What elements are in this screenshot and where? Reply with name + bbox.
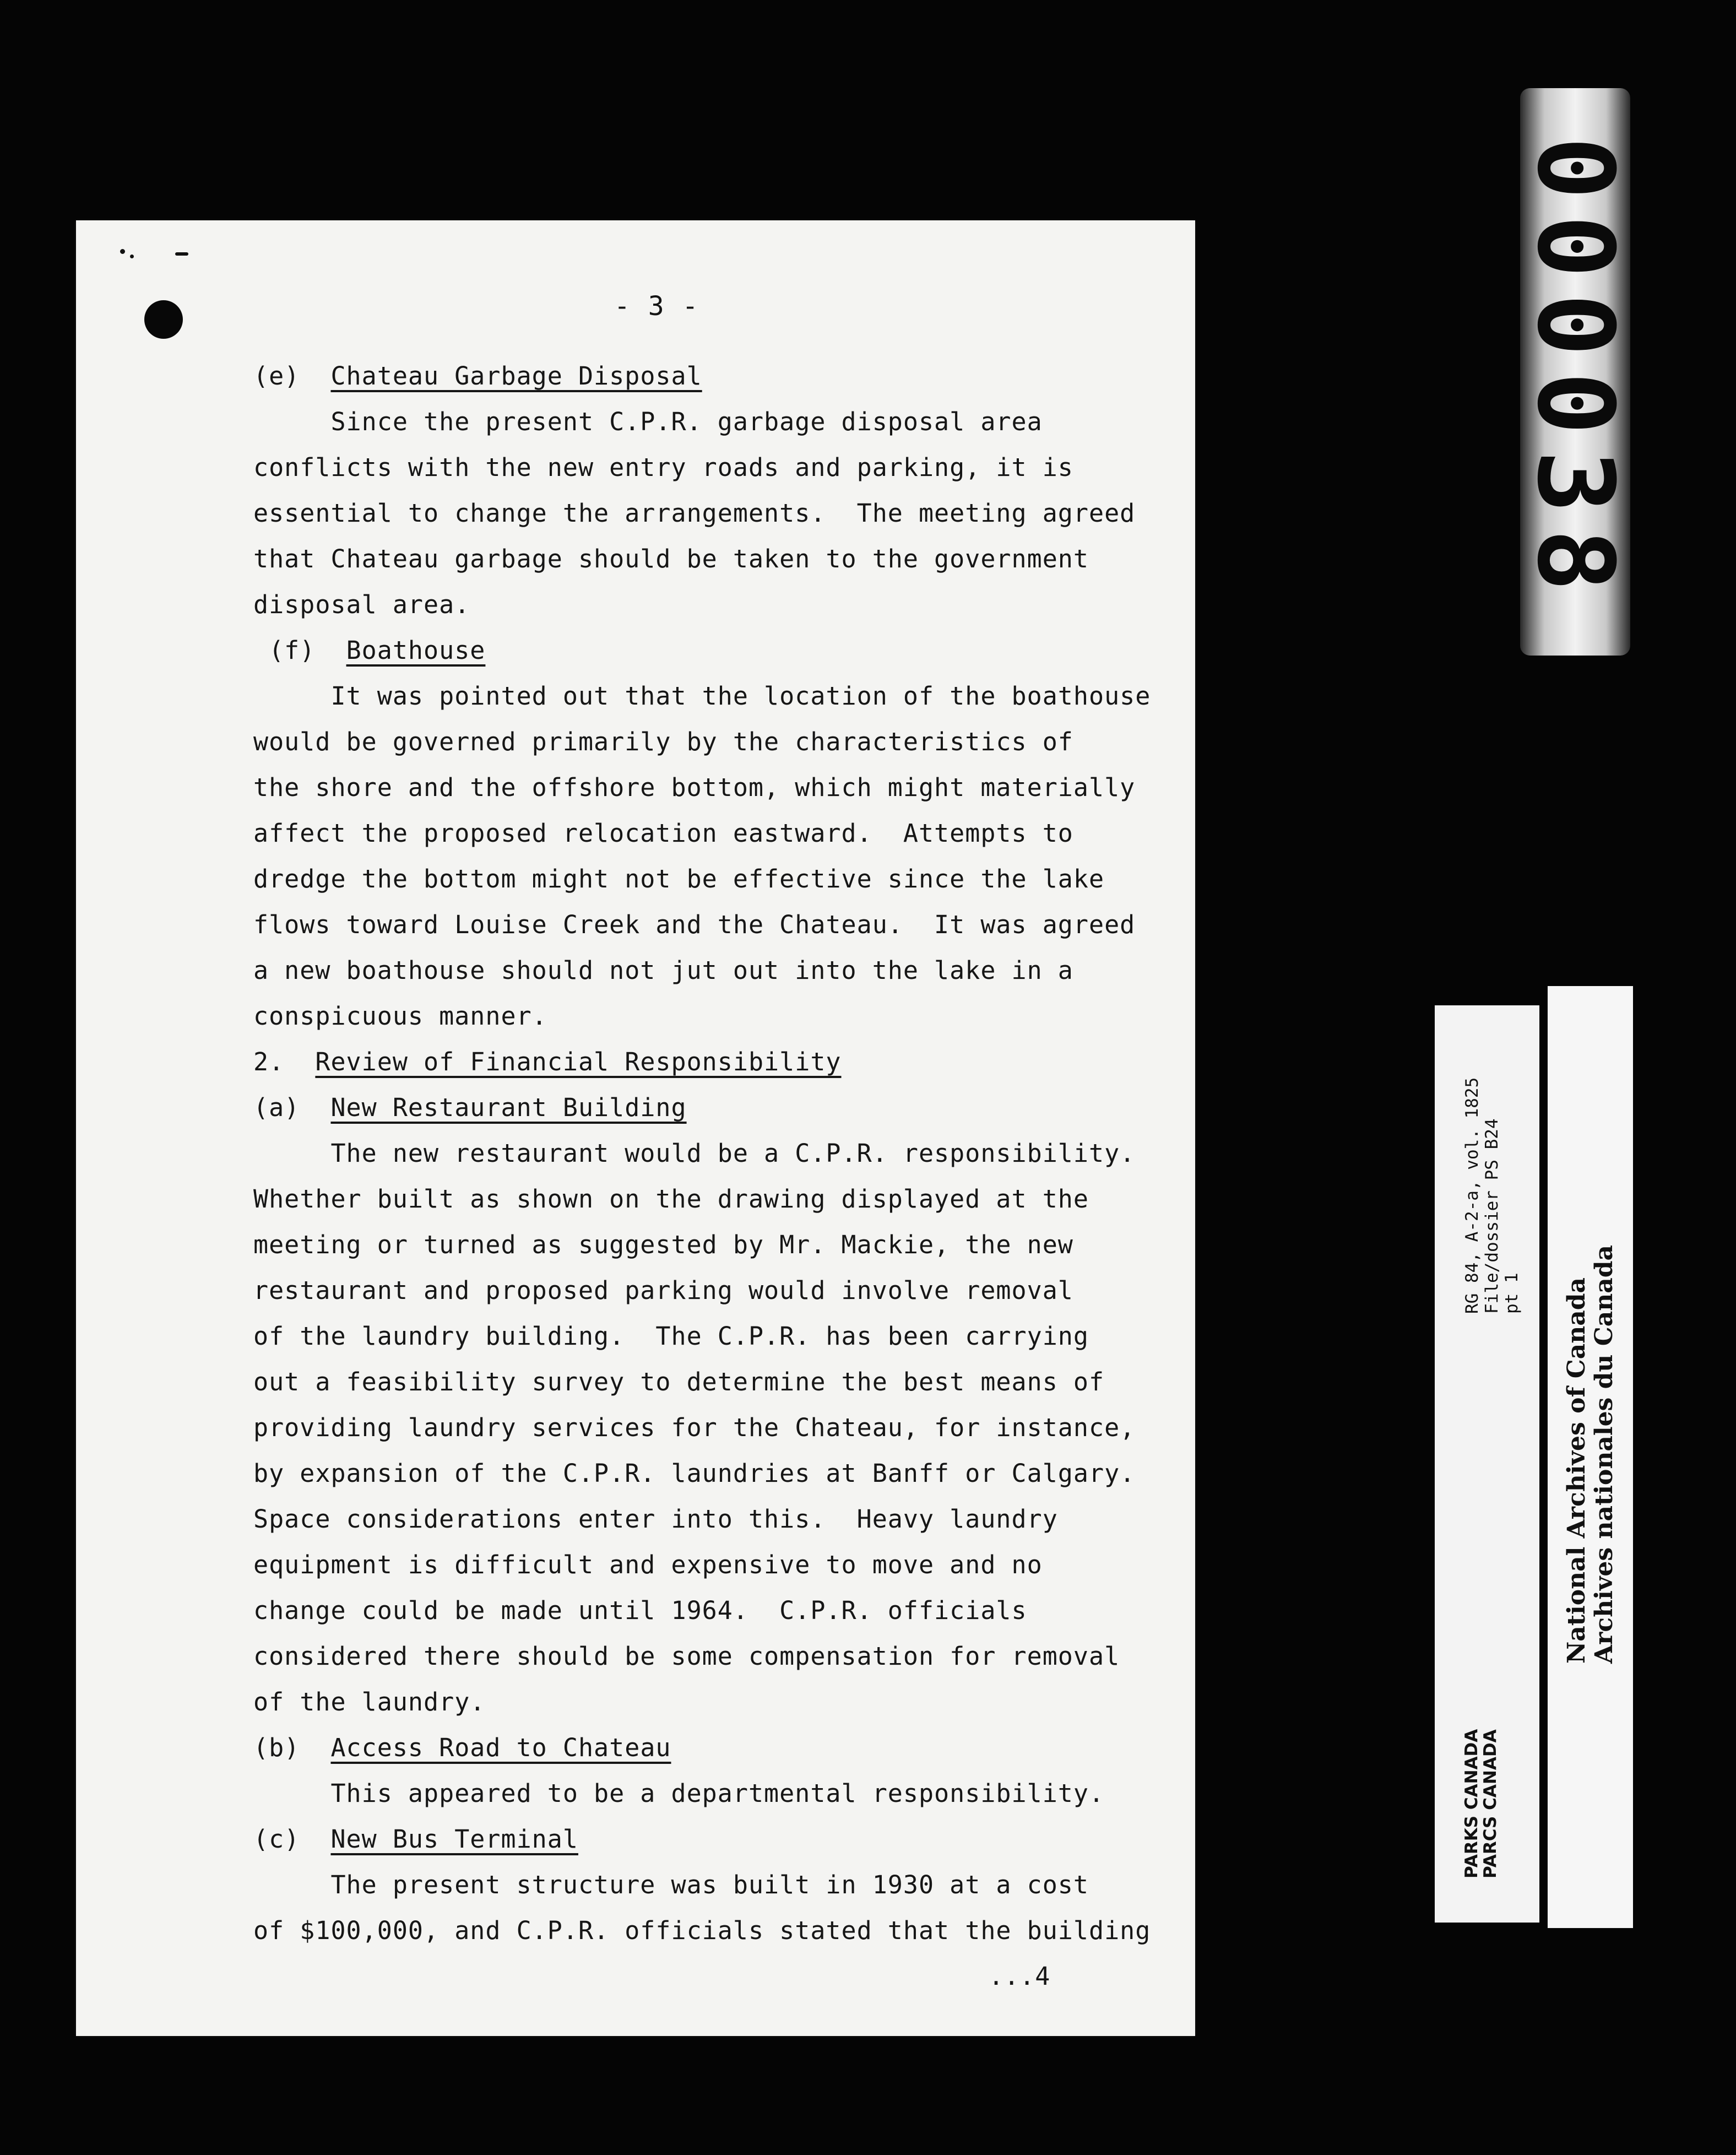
institution-text: [1563, 1245, 1618, 1664]
reference-text: [1462, 1078, 1522, 1314]
text-line: Space considerations enter into this. Heavy laundry: [253, 1504, 1058, 1534]
speck: [130, 255, 134, 258]
reference-line: pt 1: [1502, 1273, 1522, 1314]
heading-c: (c) New Bus Terminal: [253, 1824, 578, 1854]
punch-hole: [144, 300, 183, 339]
text-line: of the laundry building. The C.P.R. has been carrying: [253, 1322, 1089, 1351]
text-line: conflicts with the new entry roads and parking, it is: [253, 453, 1073, 482]
text-line: equipment is difficult and expensive to move and no: [253, 1550, 1043, 1579]
text-line: Since the present C.P.R. garbage disposal area: [253, 407, 1043, 436]
text-line: providing laundry services for the Chateau, for instance,: [253, 1413, 1136, 1442]
text-line: of $100,000, and C.P.R. officials stated that the building: [253, 1916, 1151, 1945]
document-page: [76, 220, 1195, 2036]
institution-line: National Archives of Canada: [1563, 1277, 1591, 1664]
text-line: by expansion of the C.P.R. laundries at Banff or Calgary.: [253, 1459, 1136, 1488]
institution-line: Archives nationales du Canada: [1590, 1244, 1618, 1664]
page-number: - 3 -: [614, 291, 699, 322]
heading-b: (b) Access Road to Chateau: [253, 1733, 671, 1762]
heading-a: (a) New Restaurant Building: [253, 1093, 687, 1122]
heading-2: 2. Review of Financial Responsibility: [253, 1047, 842, 1076]
text-line: restaurant and proposed parking would involve removal: [253, 1276, 1073, 1305]
text-line: Whether built as shown on the drawing displayed at the: [253, 1184, 1089, 1214]
text-line: The present structure was built in 1930 at a cost: [253, 1870, 1089, 1899]
text-line: of the laundry.: [253, 1687, 486, 1717]
text-line: meeting or turned as suggested by Mr. Mackie, the new: [253, 1230, 1073, 1259]
heading-e: [253, 361, 702, 391]
text-line: dredge the bottom might not be effective since the lake: [253, 864, 1105, 894]
text-line: It was pointed out that the location of the boathouse: [253, 681, 1151, 711]
text-line: conspicuous manner.: [253, 1001, 547, 1031]
speck: [120, 249, 125, 254]
text-line: This appeared to be a departmental responsibility.: [253, 1779, 1105, 1808]
speck: [175, 252, 188, 256]
reference-line: RG 84, A-2-a, vol. 1825: [1462, 1077, 1482, 1314]
heading-e-text: (e) Chateau Garbage Disposal: [253, 361, 702, 391]
text-line: essential to change the arrangements. The meeting agreed: [253, 499, 1136, 528]
agency-line: PARKS CANADA: [1462, 1729, 1482, 1878]
frame-counter-digits: 000038: [1514, 136, 1636, 608]
archives-institution-label: [1548, 986, 1633, 1928]
parks-canada-text: [1462, 1729, 1500, 1878]
reference-line: File/dossier PS B24: [1482, 1118, 1502, 1314]
agency-line: PARCS CANADA: [1480, 1729, 1500, 1878]
text-line: The new restaurant would be a C.P.R. responsibility.: [253, 1139, 1136, 1168]
text-line: disposal area.: [253, 590, 470, 619]
text-line: the shore and the offshore bottom, which might materially: [253, 773, 1136, 802]
text-line: would be governed primarily by the characteristics of: [253, 727, 1073, 756]
text-line: affect the proposed relocation eastward. Attempts to: [253, 819, 1073, 848]
text-line: considered there should be some compensation for removal: [253, 1642, 1120, 1671]
continuation-marker: ...4: [989, 1962, 1051, 1991]
text-line: that Chateau garbage should be taken to the government: [253, 544, 1089, 573]
text-line: flows toward Louise Creek and the Chateau. It was agreed: [253, 910, 1136, 939]
text-line: change could be made until 1964. C.P.R. officials: [253, 1596, 1027, 1625]
text-line: a new boathouse should not jut out into the lake in a: [253, 956, 1073, 985]
heading-f: (f) Boathouse: [253, 636, 486, 665]
archival-reference-label: [1435, 1005, 1539, 1923]
frame-counter: [1514, 88, 1636, 656]
text-line: out a feasibility survey to determine the best means of: [253, 1367, 1105, 1396]
